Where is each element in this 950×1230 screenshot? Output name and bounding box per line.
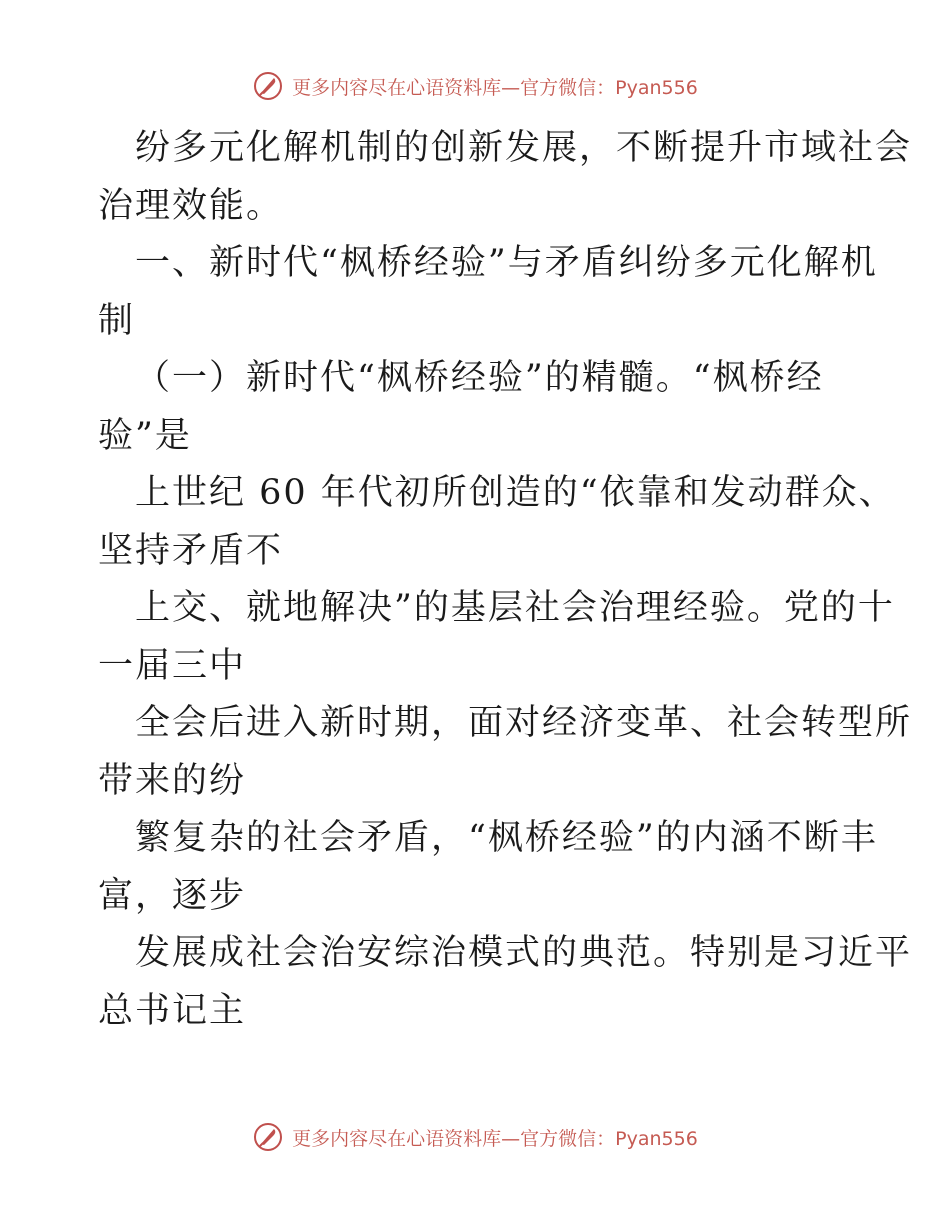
text-line: 全会后进入新时期，面对经济变革、社会转型所	[135, 703, 913, 743]
text-line: 发展成社会治安综治模式的典范。特别是习近平	[135, 933, 913, 973]
text-line: 坚持矛盾不	[98, 530, 284, 571]
text-line: 一届三中	[98, 645, 247, 686]
text-line: 带来的纷	[98, 760, 247, 801]
header-watermark	[0, 70, 950, 102]
text-line: 繁复杂的社会矛盾，“枫桥经验”的内涵不断丰	[135, 818, 878, 858]
text-line: 上交、就地解决”的基层社会治理经验。党的十	[135, 588, 895, 628]
section-heading-line: 一、新时代“枫桥经验”与矛盾纠纷多元化解机	[135, 243, 878, 283]
text-line: 上世纪 60 年代初所创造的“依靠和发动群众、	[135, 473, 896, 513]
document-body	[98, 120, 913, 1040]
text-line: 验”是	[98, 415, 192, 456]
text-line: 总书记主	[98, 990, 247, 1031]
footer-watermark	[0, 1121, 950, 1153]
text-line: （一）新时代“枫桥经验”的精髓。“枫桥经	[135, 358, 824, 398]
text-line: 富，逐步	[98, 875, 247, 916]
quill-pen-icon	[252, 1121, 284, 1153]
watermark-text: 更多内容尽在心语资料库—官方微信：Pyan556	[292, 76, 698, 99]
section-heading-line: 制	[98, 300, 136, 341]
text-line: 治理效能。	[98, 185, 284, 226]
watermark-text: 更多内容尽在心语资料库—官方微信：Pyan556	[292, 1127, 698, 1150]
text-line: 纷多元化解机制的创新发展，不断提升市域社会	[135, 128, 913, 168]
quill-pen-icon	[252, 70, 284, 102]
